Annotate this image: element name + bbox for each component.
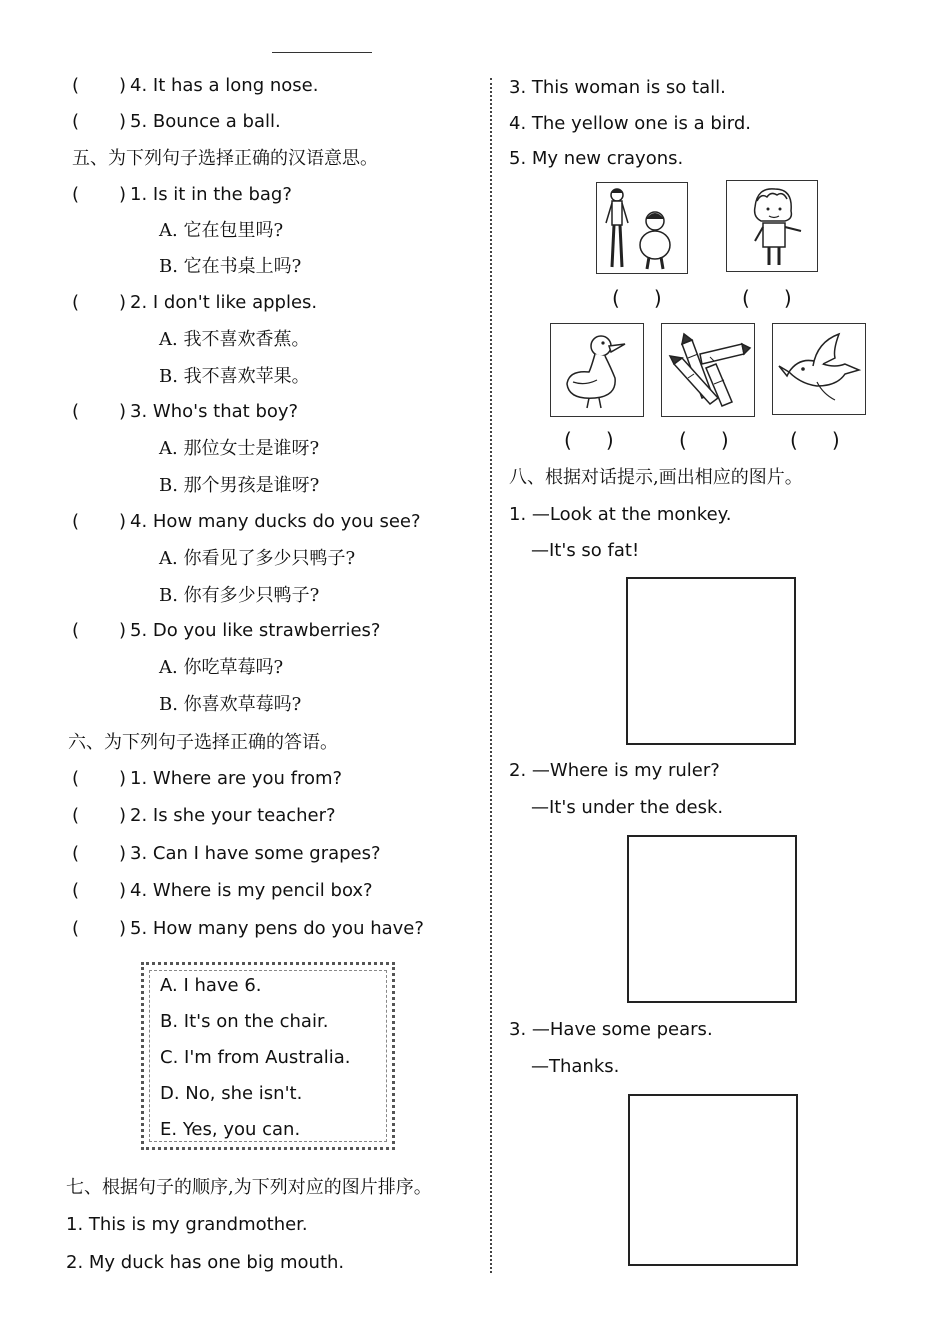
sec5-q2: ( ) 2. I don't like apples. [72, 292, 318, 313]
picture-grandmother [726, 180, 818, 272]
sec5-q5: ( ) 5. Do you like strawberries? [72, 620, 381, 641]
sec7-item-2: 2. My duck has one big mouth. [66, 1252, 345, 1273]
dialog-1-line-1: 1. —Look at the monkey. [509, 504, 732, 525]
sec5-q2-b: B. 我不喜欢苹果。 [159, 366, 310, 387]
sec7-item-3: 3. This woman is so tall. [509, 77, 726, 98]
duck-illustration [551, 324, 643, 416]
sec5-q5-a: A. 你吃草莓吗? [159, 657, 284, 678]
sec7-item-4: 4. The yellow one is a bird. [509, 113, 752, 134]
sec5-q1-b: B. 它在书桌上吗? [159, 256, 302, 277]
sec5-q3-b: B. 那个男孩是谁呀? [159, 475, 320, 496]
column-divider [490, 78, 492, 1273]
sec6-q4: ( ) 4. Where is my pencil box? [72, 880, 373, 901]
drawing-box-2[interactable] [627, 835, 797, 1003]
picture-bird [772, 323, 866, 415]
sec5-q1: ( ) 1. Is it in the bag? [72, 184, 292, 205]
sec4-item-4: ( ) 4. It has a long nose. [72, 75, 319, 96]
dialog-1-line-2: —It's so fat! [531, 540, 640, 561]
sec7-item-1: 1. This is my grandmother. [66, 1214, 308, 1235]
option-d: D. No, she isn't. [160, 1083, 303, 1104]
sec5-title: 五、为下列句子选择正确的汉语意思。 [72, 148, 378, 169]
sec8-title: 八、根据对话提示,画出相应的图片。 [509, 467, 803, 488]
picture-duck [550, 323, 644, 417]
dialog-2-line-2: —It's under the desk. [531, 797, 724, 818]
answer-paren-1[interactable]: ( ) [612, 286, 662, 310]
drawing-box-1[interactable] [626, 577, 796, 745]
picture-tall-woman [596, 182, 688, 274]
answer-paren-4[interactable]: ( ) [679, 428, 729, 452]
answer-paren-3[interactable]: ( ) [564, 428, 614, 452]
option-e: E. Yes, you can. [160, 1119, 301, 1140]
picture-crayons [661, 323, 755, 417]
top-rule [272, 52, 372, 53]
sec5-q1-a: A. 它在包里吗? [159, 220, 284, 241]
dialog-3-line-1: 3. —Have some pears. [509, 1019, 713, 1040]
dialog-3-line-2: —Thanks. [531, 1056, 620, 1077]
drawing-box-3[interactable] [628, 1094, 798, 1266]
sec7-item-5: 5. My new crayons. [509, 148, 684, 169]
dialog-2-line-1: 2. —Where is my ruler? [509, 760, 720, 781]
sec5-q5-b: B. 你喜欢草莓吗? [159, 694, 302, 715]
grandmother-illustration [727, 181, 817, 271]
sec4-item-5: ( ) 5. Bounce a ball. [72, 111, 281, 132]
bird-illustration [773, 324, 865, 414]
crayons-illustration [662, 324, 754, 416]
sec6-q1: ( ) 1. Where are you from? [72, 768, 343, 789]
option-c: C. I'm from Australia. [160, 1047, 351, 1068]
option-b: B. It's on the chair. [160, 1011, 329, 1032]
sec5-q4-a: A. 你看见了多少只鸭子? [159, 548, 356, 569]
answer-paren-5[interactable]: ( ) [790, 428, 840, 452]
sec7-title: 七、根据句子的顺序,为下列对应的图片排序。 [66, 1177, 432, 1198]
answer-paren-2[interactable]: ( ) [742, 286, 792, 310]
sec5-q3: ( ) 3. Who's that boy? [72, 401, 299, 422]
sec6-title: 六、为下列句子选择正确的答语。 [68, 732, 338, 753]
sec6-q2: ( ) 2. Is she your teacher? [72, 805, 336, 826]
sec6-q3: ( ) 3. Can I have some grapes? [72, 843, 381, 864]
woman-boy-illustration [597, 183, 687, 273]
sec6-q5: ( ) 5. How many pens do you have? [72, 918, 424, 939]
sec5-q4-b: B. 你有多少只鸭子? [159, 585, 320, 606]
sec5-q4: ( ) 4. How many ducks do you see? [72, 511, 421, 532]
option-a: A. I have 6. [160, 975, 262, 996]
sec5-q3-a: A. 那位女士是谁呀? [159, 438, 320, 459]
sec5-q2-a: A. 我不喜欢香蕉。 [159, 329, 310, 350]
